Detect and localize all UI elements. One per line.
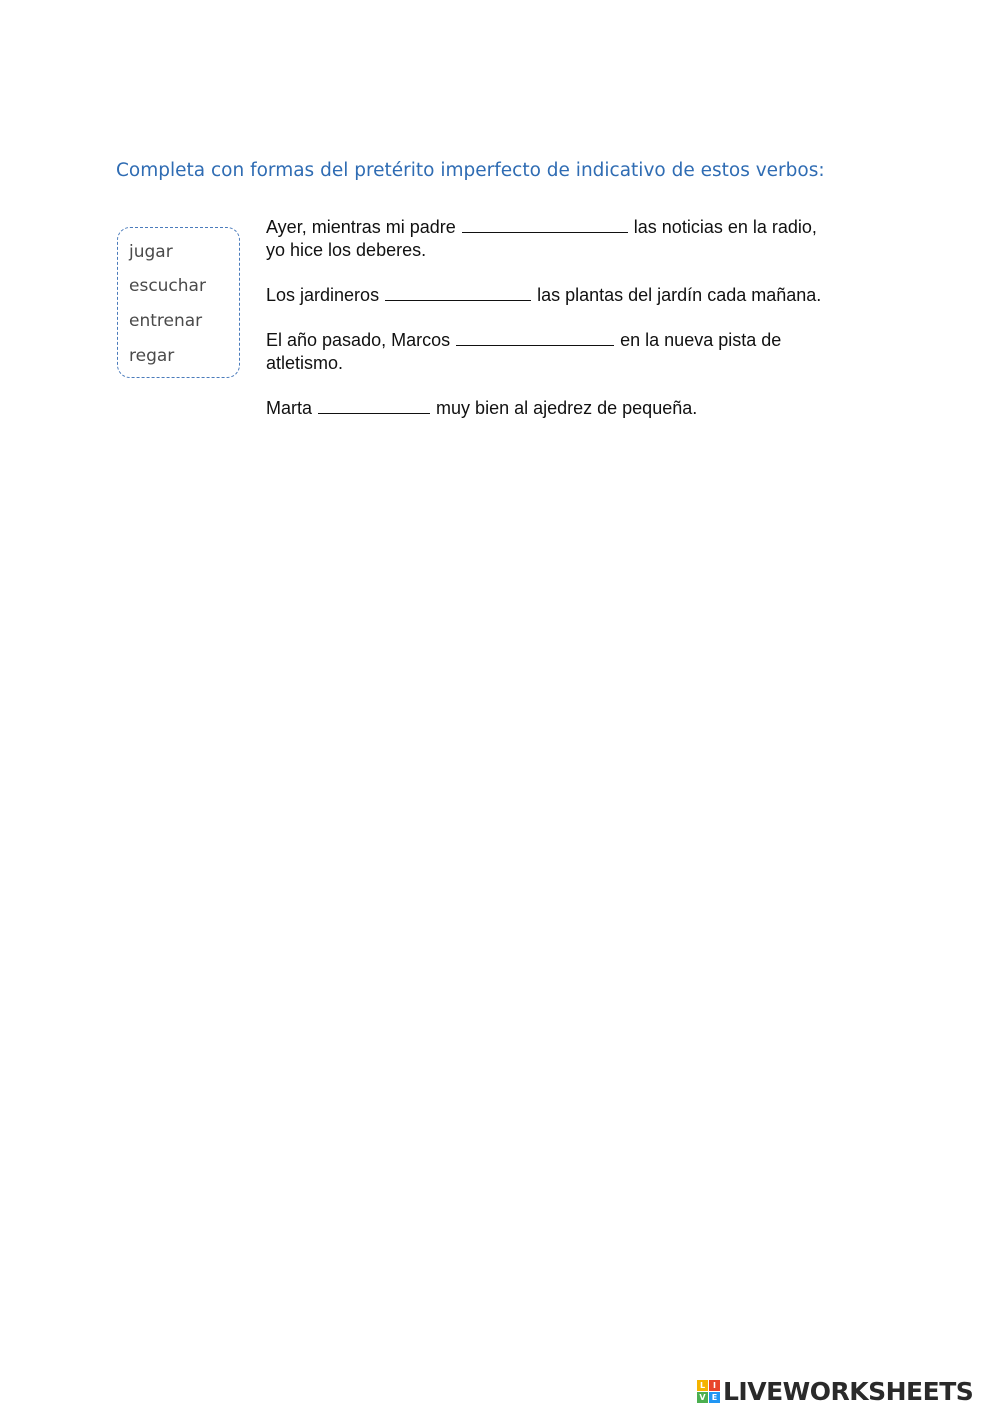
sentence-text: Ayer, mientras mi padre <box>266 217 456 237</box>
instruction-heading: Completa con formas del pretérito imperfecto de indicativo de estos verbos: <box>116 160 825 181</box>
sentence-4 <box>266 397 697 420</box>
answer-blank-1[interactable] <box>462 216 628 233</box>
word-bank-item: jugar <box>129 242 173 262</box>
answer-blank-4[interactable] <box>318 397 430 414</box>
logo-letter: I <box>709 1380 720 1391</box>
word-bank-item: entrenar <box>129 311 203 331</box>
sentence-text: yo hice los deberes. <box>266 240 427 260</box>
sentence-text: Marta <box>266 398 313 418</box>
sentence-text: muy bien al ajedrez de pequeña. <box>436 398 698 418</box>
sentence-text: en la nueva pista de <box>620 330 782 350</box>
answer-blank-2[interactable] <box>385 284 531 301</box>
sentence-text: Los jardineros <box>266 285 380 305</box>
logo-letter: L <box>697 1380 708 1391</box>
word-bank-box <box>117 227 240 378</box>
word-bank-item: regar <box>129 346 175 366</box>
liveworksheets-logo <box>697 1377 973 1406</box>
word-bank-item: escuchar <box>129 276 206 296</box>
sentence-3 <box>266 329 781 375</box>
sentence-text: El año pasado, Marcos <box>266 330 451 350</box>
answer-blank-3[interactable] <box>456 329 614 346</box>
logo-mark-icon <box>697 1380 720 1403</box>
sentence-text: las plantas del jardín cada mañana. <box>537 285 822 305</box>
sentence-text: atletismo. <box>266 353 344 373</box>
sentence-2 <box>266 284 821 307</box>
sentence-1 <box>266 216 817 262</box>
sentence-text: las noticias en la radio, <box>633 217 817 237</box>
logo-letter: V <box>697 1392 708 1403</box>
logo-letter: E <box>709 1392 720 1403</box>
logo-text: LIVEWORKSHEETS <box>723 1377 974 1406</box>
